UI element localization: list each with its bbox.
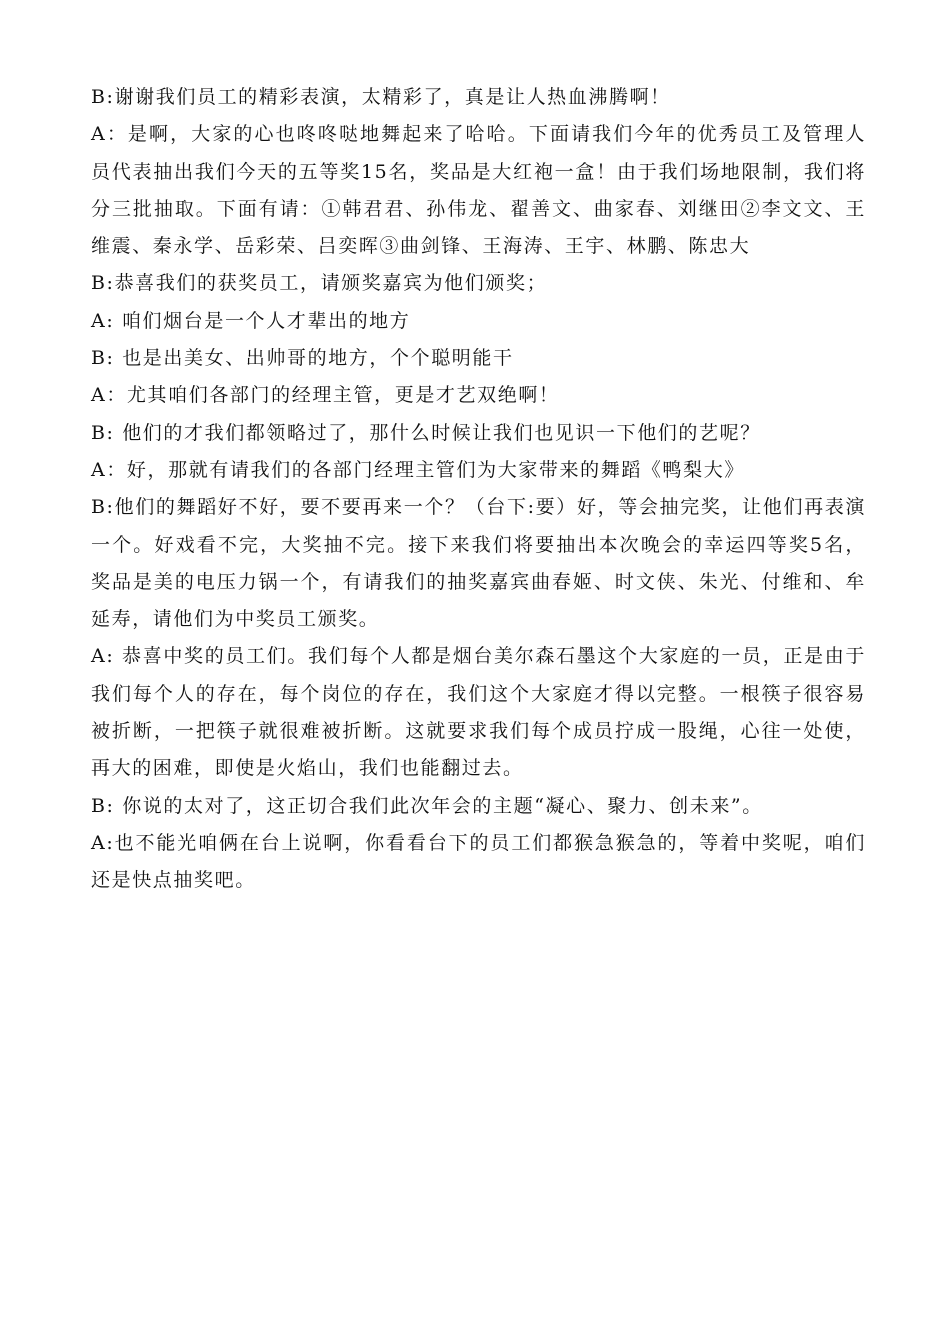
paragraph-6: A：尤其咱们各部门的经理主管，更是才艺双绝啊！	[91, 384, 560, 407]
paragraph-1: B:谢谢我们员工的精彩表演，太精彩了，真是让人热血沸腾啊！	[91, 86, 671, 108]
paragraph-7: B: 他们的才我们都领略过了，那什么时候让我们也见识一下他们的艺呢？	[91, 421, 761, 444]
document-body	[91, 79, 866, 900]
paragraph-2: A：是啊，大家的心也咚咚哒地舞起来了哈哈。下面请我们今年的优秀员工及管理人员代表抽出我们今天的五等奖15名，奖品是大红袍一盒！由于我们场地限制，我们将分三批抽取。下面有请：①韩君君、孙伟龙、翟善文、曲家春、刘继田②李文文、王维震、秦永学、岳彩荣、吕奕晖③曲剑锋、王海涛、王宇、林鹏、陈忠大	[91, 123, 866, 258]
paragraph-8: A：好，那就有请我们的各部门经理主管们为大家带来的舞蹈《鸭梨大》	[91, 458, 745, 481]
paragraph-5: B: 也是出美女、出帅哥的地方，个个聪明能干	[91, 347, 514, 370]
paragraph-4: A: 咱们烟台是一个人才辈出的地方	[91, 309, 411, 332]
paragraph-3: B:恭喜我们的获奖员工，请颁奖嘉宾为他们颁奖；	[91, 272, 548, 295]
paragraph-10: A: 恭喜中奖的员工们。我们每个人都是烟台美尔森石墨这个大家庭的一员，正是由于我们每个人的存在，每个岗位的存在，我们这个大家庭才得以完整。一根筷子很容易被折断，一把筷子就很难被折断。这就要求我们每个成员拧成一股绳，心往一处使，再大的困难，即使是火焰山，我们也能翻过去。	[91, 645, 866, 780]
paragraph-9: B:他们的舞蹈好不好，要不要再来一个？（台下:要）好，等会抽完奖，让他们再表演一个。好戏看不完，大奖抽不完。接下来我们将要抽出本次晚会的幸运四等奖5名，奖品是美的电压力锅一个，有请我们的抽奖嘉宾曲春姬、时文侠、朱光、付维和、牟延寿，请他们为中奖员工颁奖。	[91, 496, 866, 631]
paragraph-11: B: 你说的太对了，这正切合我们此次年会的主题“凝心、聚力、创未来”。	[91, 794, 763, 817]
paragraph-12: A:也不能光咱俩在台上说啊，你看看台下的员工们都猴急猴急的，等着中奖呢，咱们还是快点抽奖吧。	[91, 831, 866, 892]
